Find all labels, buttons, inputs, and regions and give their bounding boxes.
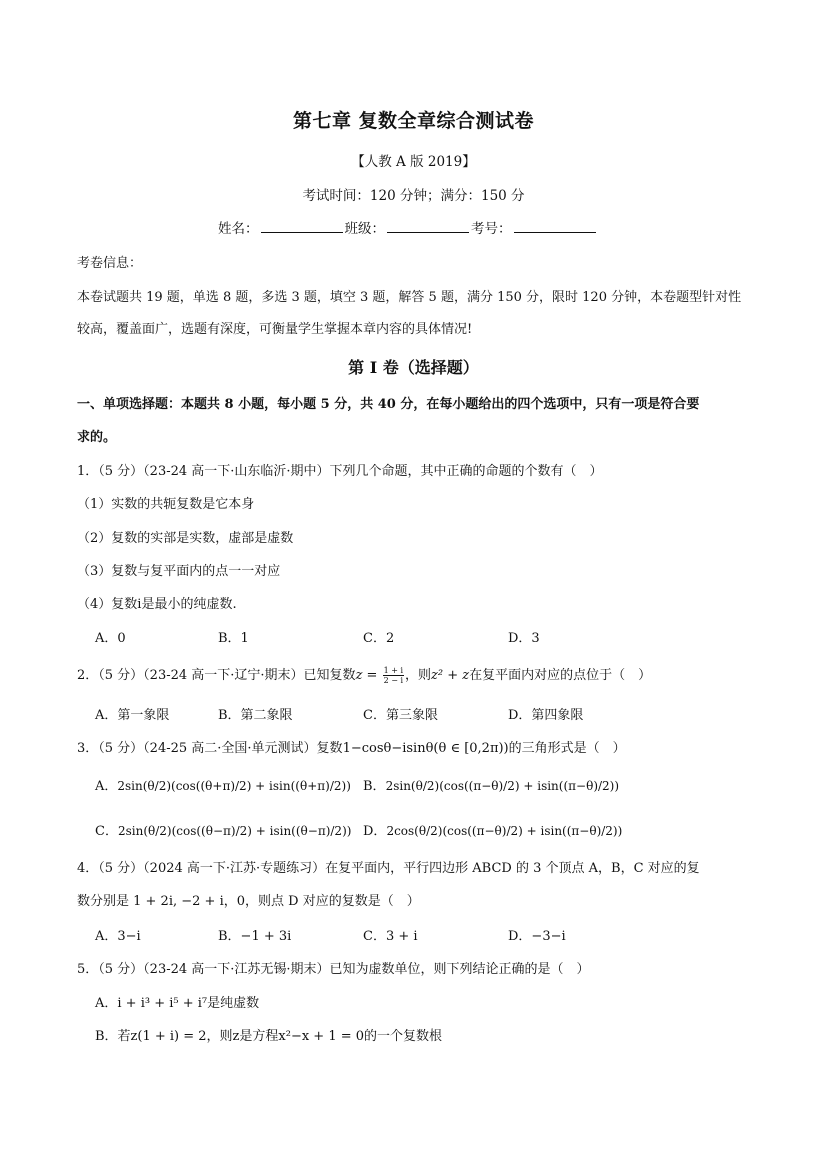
q3-option-b[interactable]: B．2sin(θ/2)(cos((π−θ)/2) + isin((π−θ)/2))	[363, 779, 620, 794]
q2-stem: 2．（5 分）（23-24 高一下·辽宁·期末）已知复数z = $\frac{1 + i}{2 - i}$ ，则z² + z在复平面内对应的点位于（ ）	[77, 666, 652, 685]
q3-option-a[interactable]: A．2sin(θ/2)(cos((θ+π)/2) + isin((θ+π)/2))	[95, 779, 351, 794]
q5-stem: 5．（5 分）（23-24 高一下·江苏无锡·期末）已知为虚数单位，则下列结论正确的是（ ）	[77, 962, 590, 977]
q4-option-c[interactable]: C．3 + i	[363, 929, 418, 944]
q4-option-b[interactable]: B．−1 + 3i	[218, 929, 292, 944]
q1-option-a[interactable]: A．0	[95, 631, 126, 646]
number-label: 考号：	[471, 221, 512, 237]
q2-option-a[interactable]: A．第一象限	[95, 708, 170, 723]
info-line-1: 本卷试题共 19 题，单选 8 题，多选 3 题，填空 3 题，解答 5 题，满分 150 分，限时 120 分钟，本卷题型针对性	[77, 290, 742, 305]
q3-option-d[interactable]: D．2cos(θ/2)(cos((π−θ)/2) + isin((π−θ)/2))	[363, 824, 623, 839]
q1-statement-4: （4）复数i是最小的纯虚数.	[77, 597, 237, 612]
q3-stem: 3．（5 分）（24-25 高二·全国·单元测试）复数1−cosθ−isinθ(θ ∈ [0,2π))的三角形式是（ ）	[77, 741, 626, 756]
q1-option-c[interactable]: C．2	[363, 631, 395, 646]
q1-option-b[interactable]: B．1	[218, 631, 249, 646]
q1-option-d[interactable]: D．3	[508, 631, 540, 646]
name-field[interactable]	[261, 220, 343, 233]
part1-instructions-1: 一、单项选择题：本题共 8 小题，每小题 5 分，共 40 分，在每小题给出的四个选项中，只有一项是符合要	[77, 397, 700, 412]
q2-option-b[interactable]: B．第二象限	[218, 708, 293, 723]
q1-statement-3: （3）复数与复平面内的点一一对应	[77, 564, 281, 579]
class-label: 班级：	[344, 221, 385, 237]
q3-option-c[interactable]: C．2sin(θ/2)(cos((θ−π)/2) + isin((θ−π)/2))	[95, 824, 352, 839]
name-label: 姓名：	[218, 221, 259, 237]
q2-option-c[interactable]: C．第三象限	[363, 708, 438, 723]
student-fields	[218, 217, 598, 237]
section-title: 第 I 卷（选择题）	[348, 358, 479, 377]
q5-option-b[interactable]: B．若z(1 + i) = 2，则z是方程x²−x + 1 = 0的一个复数根	[95, 1029, 443, 1044]
q4-option-d[interactable]: D．−3−i	[508, 929, 566, 944]
class-field[interactable]	[387, 220, 469, 233]
q4-stem-line-2: 数分别是 1 + 2i, −2 + i，0，则点 D 对应的复数是（ ）	[77, 894, 420, 909]
page-title: 第七章 复数全章综合测试卷	[292, 110, 535, 132]
q2-fraction: $\frac{1 + i}{2 - i}$	[383, 666, 404, 685]
info-line-2: 较高，覆盖面广，选题有深度，可衡量学生掌握本章内容的具体情况!	[77, 322, 473, 337]
q5-option-a[interactable]: A．i + i³ + i⁵ + i⁷是纯虚数	[95, 996, 260, 1011]
q1-statement-1: （1）实数的共轭复数是它本身	[77, 497, 255, 512]
q1-statement-2: （2）复数的实部是实数，虚部是虚数	[77, 531, 294, 546]
q4-stem-line-1: 4．（5 分）（2024 高一下·江苏·专题练习）在复平面内，平行四边形 ABCD 的 3 个顶点 A，B，C 对应的复	[77, 861, 700, 876]
edition-label: 【人教 A 版 2019】	[351, 154, 476, 170]
info-heading: 考卷信息：	[77, 256, 143, 271]
part1-instructions-2: 求的。	[77, 430, 117, 445]
number-field[interactable]	[514, 220, 596, 233]
q4-option-a[interactable]: A．3−i	[95, 929, 141, 944]
q2-option-d[interactable]: D．第四象限	[508, 708, 584, 723]
exam-info: 考试时间：120 分钟；满分：150 分	[302, 188, 525, 204]
q1-stem: 1．（5 分）（23-24 高一下·山东临沂·期中）下列几个命题，其中正确的命题的个数有（ ）	[77, 464, 603, 479]
